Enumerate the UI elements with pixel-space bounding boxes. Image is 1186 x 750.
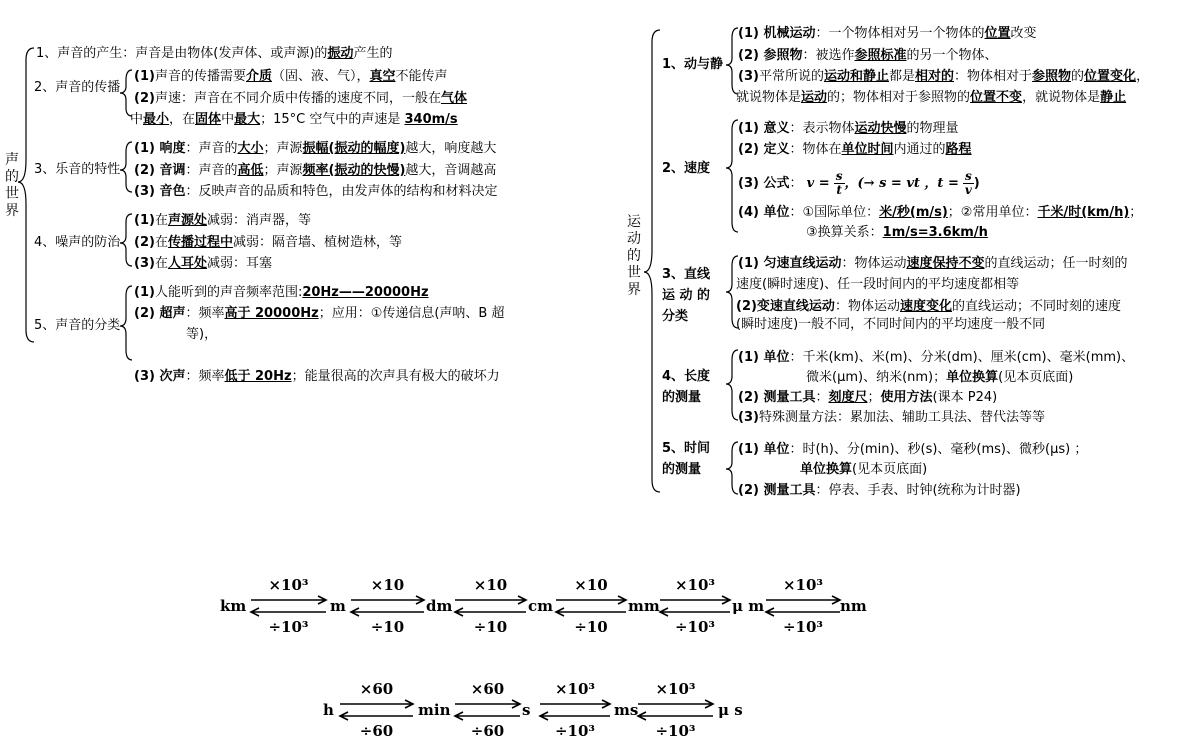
- left-arrow: [540, 712, 610, 720]
- text: ；15°C 空气中的声速是: [260, 112, 405, 127]
- title-char: 的: [627, 248, 641, 264]
- keyword: 路程: [945, 142, 972, 157]
- left-arrow: [251, 608, 326, 616]
- motion-item-4-label: 4、长度: [662, 369, 711, 384]
- keyword: 高于 20000Hz: [224, 306, 319, 321]
- left-arrow: [455, 712, 520, 720]
- keyword: 运动: [801, 90, 828, 105]
- divide-label: ÷60: [359, 722, 394, 740]
- motion-item-4-label: 的测量: [662, 390, 702, 405]
- text: ③换算关系：: [806, 225, 883, 240]
- multiply-label: ×60: [470, 680, 505, 698]
- text: ：频率: [185, 369, 225, 384]
- right-arrow: [340, 700, 413, 708]
- num: (1) 意义: [738, 121, 790, 136]
- formula-text: ，(→ s = vt ，t =: [844, 176, 959, 191]
- text: ；能量很高的次声具有极大的破坏力: [291, 369, 500, 384]
- keyword: 振动: [327, 46, 354, 61]
- num: (2) 参照物: [738, 48, 803, 63]
- sound-5-line-2b: 等)，: [186, 327, 218, 342]
- unit-label: dm: [426, 597, 453, 615]
- keyword: 频率(振动的快慢): [302, 163, 406, 178]
- text: ；②常用单位：: [947, 205, 1038, 220]
- text: ：①国际单位：: [789, 205, 880, 220]
- keyword: 传播过程中: [167, 235, 233, 250]
- text: 在: [154, 256, 168, 271]
- text: 越大，音调越高: [405, 163, 497, 178]
- divide-label: ÷10: [473, 618, 508, 636]
- sound-item-5-label: 5、声音的分类: [34, 318, 121, 333]
- keyword: 速度变化: [899, 299, 952, 314]
- text: ，在: [169, 112, 196, 127]
- motion-3-line-2: 速度(瞬时速度)、任一段时间内的平均速度都相等: [736, 277, 1020, 292]
- num: (2): [134, 235, 155, 250]
- text: ：一个物体相对另一个物体的: [815, 26, 985, 41]
- title-char: 的: [5, 169, 19, 185]
- text: 减弱：消声器，等: [206, 213, 311, 228]
- item-label: 1、声音的产生：: [36, 46, 136, 61]
- keyword: 高低: [237, 163, 264, 178]
- title-char: 声: [5, 152, 19, 168]
- sound-item-4-label: 4、噪声的防治: [34, 235, 121, 250]
- text: 都是: [888, 69, 915, 84]
- text: ：时(h)、分(min)、秒(s)、毫秒(ms)、微秒(μs) ；: [789, 442, 1088, 457]
- unit-label: cm: [528, 597, 554, 615]
- num: (1) 匀速直线运动: [738, 256, 842, 271]
- keyword: 速度保持不变: [906, 256, 985, 271]
- text: ：千米(km)、米(m)、分米(dm)、厘米(cm)、毫米(mm)、: [789, 350, 1135, 365]
- divide-label: ÷10³: [554, 722, 595, 740]
- right-arrow: [556, 596, 626, 604]
- text: ：物体在: [789, 142, 842, 157]
- num: (1) 单位: [738, 350, 790, 365]
- denominator: t: [836, 183, 842, 197]
- keyword: 大小: [237, 141, 264, 156]
- left-arrow: [660, 608, 730, 616]
- keyword: 参照物: [1032, 69, 1072, 84]
- unit-label: nm: [840, 597, 867, 615]
- num: (1) 单位: [738, 442, 790, 457]
- keyword: 相对的: [914, 69, 954, 84]
- title-char: 界: [627, 282, 641, 298]
- text: （固、液、气），: [271, 69, 370, 84]
- motion-item-2-label: 2、速度: [662, 161, 711, 176]
- multiply-label: ×10: [473, 576, 508, 594]
- text: 中: [130, 112, 144, 127]
- text: ；声源: [263, 163, 303, 178]
- text: ，: [1136, 69, 1150, 84]
- keyword: 参照标准: [854, 48, 907, 63]
- unit-label: h: [323, 701, 334, 719]
- motion-item-3-label: 运 动 的: [662, 288, 711, 303]
- keyword: 最大: [234, 112, 261, 127]
- right-arrow: [455, 596, 526, 604]
- text: ；: [1129, 205, 1143, 220]
- formula-v: v =: [806, 176, 830, 191]
- unit-label: mm: [628, 597, 660, 615]
- keyword: 位置变化: [1084, 69, 1137, 84]
- text: ：表示物体: [789, 121, 855, 136]
- left-arrow: [766, 608, 840, 616]
- title-char: 界: [5, 203, 19, 219]
- multiply-label: ×10: [370, 576, 405, 594]
- unit-label: s: [522, 701, 531, 719]
- right-arrow: [351, 596, 424, 604]
- text: 产生的: [353, 46, 393, 61]
- motion-item-1-label: 1、动与静: [662, 57, 724, 72]
- keyword: 千米/时(km/h): [1037, 205, 1130, 220]
- title-char: 运: [627, 214, 641, 230]
- numerator: s: [965, 169, 972, 183]
- text: 的: [1071, 69, 1085, 84]
- text: 越大，响度越大: [405, 141, 497, 156]
- keyword: 刻度尺: [828, 390, 868, 405]
- text: 平常所说的: [758, 69, 824, 84]
- text: 的；物体相对于参照物的: [827, 90, 971, 105]
- text: ；: [867, 390, 881, 405]
- keyword: 静止: [1100, 90, 1127, 105]
- divide-label: ÷10: [574, 618, 608, 636]
- keyword: 1m/s=3.6km/h: [882, 225, 988, 240]
- num: (2) 测量工具: [738, 390, 816, 405]
- num: (1): [134, 213, 155, 228]
- num: (1): [134, 285, 155, 300]
- text: 微米(μm)、纳米(nm)；: [806, 370, 947, 385]
- right-arrow: [540, 700, 610, 708]
- right-arrow: [455, 700, 520, 708]
- text: ，就说物体是: [1022, 90, 1101, 105]
- multiply-label: ×10³: [674, 576, 715, 594]
- num: (1) 响度: [134, 141, 186, 156]
- text: 的物理量: [906, 121, 959, 136]
- keyword: 运动快慢: [854, 121, 907, 136]
- text: ：停表、手表、时钟(统称为计时器): [815, 483, 1021, 498]
- num: (1) 机械运动: [738, 26, 816, 41]
- keyword: 真空: [369, 69, 396, 84]
- keyword: 20Hz——20000Hz: [302, 285, 429, 300]
- keyword: 介质: [245, 69, 272, 84]
- num: (2): [134, 91, 155, 106]
- unit-label: m: [330, 597, 346, 615]
- formula-text: ): [973, 176, 980, 191]
- motion-3-line-4: (瞬时速度)一般不同，不同时间内的平均速度一般不同: [736, 317, 1046, 332]
- title-char: 世: [627, 265, 641, 281]
- divide-label: ÷60: [470, 722, 505, 740]
- text: (课本 P24): [932, 390, 998, 405]
- text: ：反映声音的品质和特色，由发声体的结构和材料决定: [185, 184, 498, 199]
- num: (2) 音调: [134, 163, 186, 178]
- title-char: 动: [627, 231, 641, 247]
- multiply-label: ×10³: [655, 680, 696, 698]
- left-arrow: [638, 712, 713, 720]
- text: ：: [815, 390, 829, 405]
- num: (3): [738, 69, 759, 84]
- text: (见本页底面): [998, 370, 1074, 385]
- keyword: 最小: [143, 112, 170, 127]
- text: 特殊测量方法：累加法、辅助工具法、替代法等等: [758, 410, 1045, 425]
- divide-label: ÷10³: [655, 722, 696, 740]
- text: 减弱：隔音墙、植树造林，等: [232, 235, 402, 250]
- keyword: 340m/s: [404, 112, 458, 127]
- unit-label: μ s: [718, 701, 743, 719]
- motion-item-3-label: 3、直线: [662, 267, 711, 282]
- unit-label: min: [418, 701, 451, 719]
- keyword: 气体: [440, 91, 467, 106]
- keyword: 位置不变: [970, 90, 1023, 105]
- num: (2) 测量工具: [738, 483, 816, 498]
- text: 就说物体是: [736, 90, 802, 105]
- text: ；应用：①传递信息(声呐、B 超: [318, 306, 505, 321]
- divide-label: ÷10³: [782, 618, 823, 636]
- title-char: 世: [5, 186, 19, 202]
- text: 内通过的: [893, 142, 946, 157]
- text: ：声音的: [185, 141, 238, 156]
- keyword: 位置: [984, 26, 1011, 41]
- text: 的直线运动；任一时刻的: [984, 256, 1128, 271]
- text: 声速：声音在不同介质中传播的速度不同，一般在: [154, 91, 441, 106]
- keyword: 单位换算: [946, 370, 999, 385]
- motion-item-5-label: 的测量: [662, 462, 702, 477]
- text: ；声源: [263, 141, 303, 156]
- sound-item-3-label: 3、乐音的特性: [34, 162, 121, 177]
- text: 声音的传播需要: [154, 69, 246, 84]
- divide-label: ÷10: [370, 618, 405, 636]
- unit-label: ms: [614, 701, 639, 719]
- num: (3) 公式: [738, 176, 790, 191]
- num: (3): [134, 256, 155, 271]
- left-arrow: [351, 608, 424, 616]
- text: 不能传声: [395, 69, 448, 84]
- left-arrow: [340, 712, 413, 720]
- keyword: 低于 20Hz: [224, 369, 292, 384]
- text: ：: [789, 176, 803, 191]
- left-arrow: [455, 608, 526, 616]
- keyword: 米/秒(m/s): [879, 205, 948, 220]
- text: 的另一个物体、: [906, 48, 998, 63]
- text: 人能听到的声音频率范围:: [154, 285, 303, 300]
- text: 声音是由物体(发声体、或声源)的: [135, 46, 328, 61]
- multiply-label: ×10³: [554, 680, 595, 698]
- right-arrow: [251, 596, 326, 604]
- text: ：被选作: [802, 48, 855, 63]
- text: ：频率: [185, 306, 225, 321]
- keyword: 声源处: [167, 213, 207, 228]
- left-arrow: [556, 608, 626, 616]
- text: 在: [154, 235, 168, 250]
- num: (3) 音色: [134, 184, 186, 199]
- right-arrow: [660, 596, 730, 604]
- num: (3): [738, 410, 759, 425]
- num: (4) 单位: [738, 205, 790, 220]
- keyword: 振幅(振动的幅度): [302, 141, 406, 156]
- keyword: 固体: [195, 112, 222, 127]
- text: ：物体运动: [841, 256, 907, 271]
- multiply-label: ×10: [574, 576, 608, 594]
- right-arrow: [638, 700, 713, 708]
- multiply-label: ×60: [359, 680, 394, 698]
- num: (2)变速直线运动: [736, 299, 835, 314]
- motion-item-5-label: 5、时间: [662, 441, 711, 456]
- sound-item-2-label: 2、声音的传播: [34, 80, 121, 95]
- multiply-label: ×10³: [268, 576, 309, 594]
- text: 在: [154, 213, 168, 228]
- num: (3) 次声: [134, 369, 186, 384]
- multiply-label: ×10³: [782, 576, 823, 594]
- text: 的直线运动；不同时刻的速度: [951, 299, 1121, 314]
- divide-label: ÷10³: [674, 618, 715, 636]
- denominator: v: [964, 183, 972, 197]
- text: ：物体运动: [834, 299, 900, 314]
- right-arrow: [766, 596, 840, 604]
- unit-label: μ m: [732, 597, 765, 615]
- motion-item-3-label: 分类: [662, 309, 689, 324]
- text: 减弱：耳塞: [206, 256, 272, 271]
- numerator: s: [835, 169, 843, 183]
- text: 中: [221, 112, 235, 127]
- keyword: 单位换算: [800, 462, 853, 477]
- text: (见本页底面): [852, 462, 928, 477]
- keyword: 运动和静止: [823, 69, 889, 84]
- num: (1): [134, 69, 155, 84]
- num: (2) 超声: [134, 306, 186, 321]
- text: ：声音的: [185, 163, 238, 178]
- text: ：物体相对于: [954, 69, 1033, 84]
- divide-label: ÷10³: [268, 618, 309, 636]
- keyword: 使用方法: [880, 390, 933, 405]
- unit-label: km: [220, 597, 247, 615]
- keyword: 单位时间: [841, 142, 894, 157]
- keyword: 人耳处: [167, 256, 207, 271]
- text: 改变: [1010, 26, 1037, 41]
- num: (2) 定义: [738, 142, 790, 157]
